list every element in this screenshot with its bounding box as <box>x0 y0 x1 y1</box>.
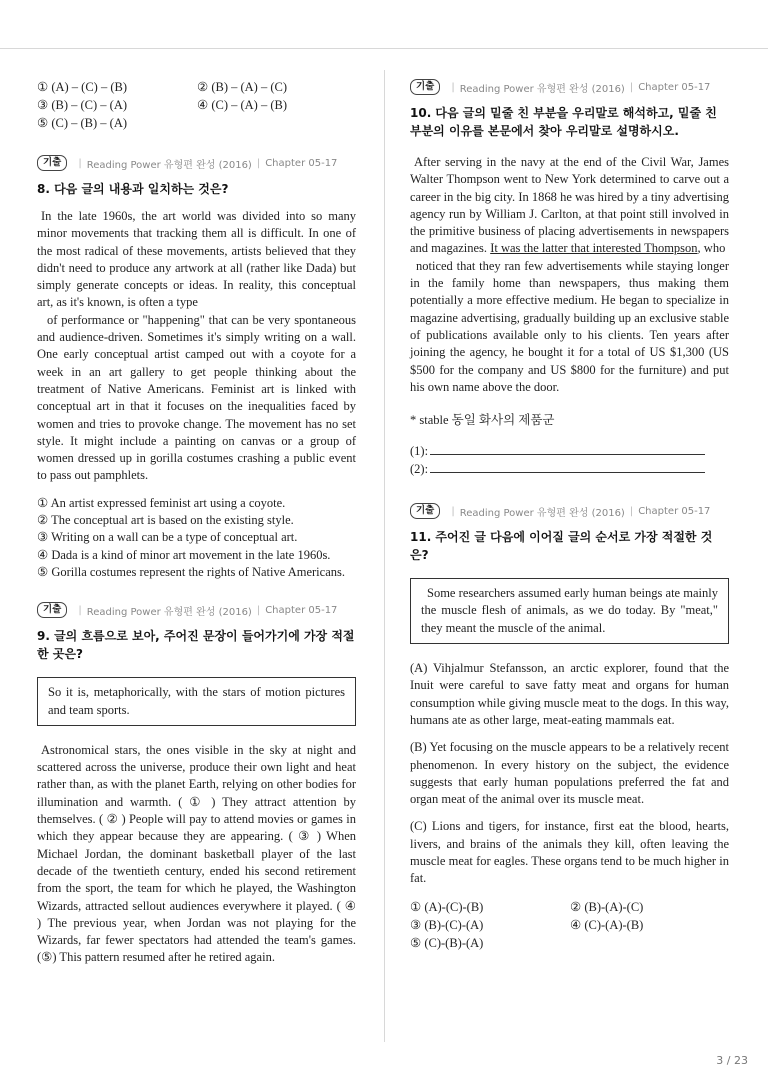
choice: ① An artist expressed feminist art using a coyote. <box>37 495 286 510</box>
tag-separator: | <box>629 81 634 93</box>
prev-question-options <box>37 78 356 132</box>
right-column <box>410 78 729 952</box>
source-tag <box>410 502 729 520</box>
question-10-title: 10. 다음 글의 밑줄 친 부분을 우리말로 해석하고, 밑줄 친 부분의 이유를 본문에서 찾아 우리말로 설명하시오. <box>410 106 717 138</box>
passage-text: After serving in the navy at the end of the Civil War, James Walter Thompson went to New York determined to carve out a career in the big city. In 1868 he was hired by a tiny advertising agency run by William J. Carlton, at that point still involved in the primitive business of placing advertisements in newspapers and magazines. <box>410 155 729 256</box>
tag-separator: | <box>256 604 261 616</box>
option: ② (B)-(A)-(C) <box>570 899 644 914</box>
choice: ④ Dada is a kind of minor art movement in the late 1960s. <box>37 547 331 562</box>
vocab-note: * stable 동일 화사의 제품군 <box>410 413 555 428</box>
chapter: Chapter 05-17 <box>638 81 711 93</box>
question-8-passage-cont: of performance or "happening" that can be very spontaneous and audience-driven. Sometimes it's simply writing on a wall. One early conceptual artist camped out with a coyote for a week in an art gallery to get people thinking about the treatment of Native Americans. Feminist art is linked with conceptual art in that it focuses on the inequalities faced by women and tries to provoke change. The movement has no set style. It might include a painting on canvas or a group of women dressed up in gorilla costumes crashing a public event to pass out pamphlets. <box>37 312 356 483</box>
option: ③ (B)-(C)-(A) <box>410 917 484 932</box>
question-11-title: 11. 주어진 글 다음에 이어질 글의 순서로 가장 적절한 것은? <box>410 530 713 563</box>
badge: 기출 <box>37 602 67 618</box>
badge: 기출 <box>410 79 440 95</box>
source: Reading Power 유형편 완성 (2016) <box>86 159 252 171</box>
option: ③ (B) – (C) – (A) <box>37 98 128 112</box>
question-9-passage: Astronomical stars, the ones visible in the sky at night and scattered across the universe, produce their own light and heat rather than, as with the planet Earth, relying on other bodies for illumination and warmth. ( ① ) They attract attention by themselves. ( ② ) People will pay to attend movies or games in which they appear because they are appearing. ( ③ ) When Michael Jordan, the dominant basketball player of the last decade of the twentieth century, ended his second retirement from the sport, the team for which he played, the Washington Wizards, attracted sellout audiences everywhere it played. ( ④ ) The previous year, when Jordan was not playing for the Wizards, far fewer spectators had attended the team's games. (⑤) This pattern resumed after he retired again. <box>37 742 356 965</box>
option: ⑤ (C) – (B) – (A) <box>37 116 128 130</box>
paragraph-b: (B) Yet focusing on the muscle appears to be a relatively recent phenomenon. In every history on the subject, the evidence suggests that early human populations preferred the fat and organ meat of the animal over its muscle meat. <box>410 740 729 807</box>
tag-separator: | <box>78 604 82 616</box>
underlined-phrase: It was the latter that interested Thompson <box>490 241 698 256</box>
paragraph-a: (A) Vihjalmur Stefansson, an arctic explorer, found that the Inuit were careful to save fatty meat and organs for human consumption while giving muscle meat to the dogs. In this way, humans ate as other large, meat-eating mammals eat. <box>410 661 729 727</box>
question-10-passage-cont: noticed that they ran few advertisements while staying longer in the family home than newspapers, thus making them potentially a more effective medium. He began to specialize in magazine advertising, gradually building up an exclusive stable of publications available only to his clients. Ten years after joining the agency, he bought it for a total of US $1,300 (US $500 for the company and US $800 for the furniture) and put his own name above the door. <box>410 258 729 394</box>
chapter: Chapter 05-17 <box>638 505 711 517</box>
question-10-passage <box>410 154 729 258</box>
answer-line-1[interactable]: (1): <box>410 442 729 460</box>
option: ① (A)-(C)-(B) <box>410 899 484 914</box>
choice: ③ Writing on a wall can be a type of conceptual art. <box>37 530 298 545</box>
badge: 기출 <box>37 155 67 171</box>
choice: ② The conceptual art is based on the existing style. <box>37 513 294 528</box>
top-rule <box>0 48 768 49</box>
question-9-given-sentence: So it is, metaphorically, with the stars of motion pictures and team sports. <box>37 677 356 726</box>
source: Reading Power 유형편 완성 (2016) <box>459 507 625 519</box>
choice: ⑤ Gorilla costumes represent the rights of Native Americans. <box>37 564 345 579</box>
option: ④ (C) – (A) – (B) <box>197 98 288 112</box>
question-11-options <box>410 898 729 952</box>
source: Reading Power 유형편 완성 (2016) <box>86 606 252 618</box>
option: ① (A) – (C) – (B) <box>37 80 128 94</box>
column-divider <box>384 70 385 1042</box>
source-tag <box>410 78 729 96</box>
page-number: 3 / 23 <box>716 1054 748 1067</box>
tag-separator: | <box>629 505 634 517</box>
paragraph-c: (C) Lions and tigers, for instance, first eat the blood, hearts, livers, and brains of the animals they kill, often leaving the muscle meat for eagles. These organs tend to be much higher in fat. <box>410 819 729 886</box>
option: ⑤ (C)-(B)-(A) <box>410 935 484 950</box>
question-8-title: 8. 다음 글의 내용과 일치하는 것은? <box>37 182 229 196</box>
source: Reading Power 유형편 완성 (2016) <box>459 83 625 95</box>
tag-separator: | <box>451 81 455 93</box>
source-tag <box>37 154 356 172</box>
chapter: Chapter 05-17 <box>265 604 338 616</box>
source-tag <box>37 601 356 619</box>
option: ④ (C)-(A)-(B) <box>570 917 644 932</box>
option: ② (B) – (A) – (C) <box>197 80 288 94</box>
question-8-choices <box>37 495 356 581</box>
chapter: Chapter 05-17 <box>265 157 338 169</box>
passage-text: , who <box>697 241 726 256</box>
left-column <box>37 78 356 967</box>
tag-separator: | <box>451 505 455 517</box>
tag-separator: | <box>78 157 82 169</box>
badge: 기출 <box>410 503 440 519</box>
answer-line-2[interactable]: (2): <box>410 460 729 478</box>
answer-lines <box>410 442 729 478</box>
tag-separator: | <box>256 157 261 169</box>
question-9-title: 9. 글의 흐름으로 보아, 주어진 문장이 들어가기에 가장 적절한 곳은? <box>37 629 355 662</box>
question-11-given-text: Some researchers assumed early human beings ate mainly the muscle flesh of animals, as we do today. By "meat," they meant the muscle of the animal. <box>410 578 729 644</box>
question-8-passage: In the late 1960s, the art world was divided into so many minor movements that tracking them all is difficult. In one of the most radical of these movements, artists believed that they didn't need to produce any artwork at all (rather like Dada) but simply generate concepts or ideas. In reality, this conceptual art, as it's known, is often a type <box>37 209 356 310</box>
